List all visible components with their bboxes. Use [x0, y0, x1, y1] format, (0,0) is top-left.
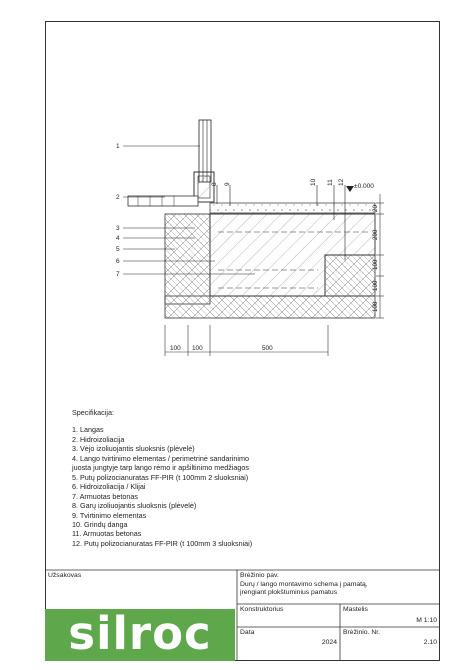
callout-11: 11: [327, 179, 334, 186]
spec-item: 9. Tvirtinimo elementas: [72, 510, 147, 520]
date-value: 2024: [321, 639, 337, 646]
level-mark: ±0.000: [354, 183, 374, 190]
spec-item: 3. Vėjo izoliuojantis sluoksnis (plėvelė): [72, 444, 195, 454]
spec-item: 7. Armuotas betonas: [72, 491, 138, 501]
callout-9: 9: [224, 182, 231, 186]
dim-bottom-2: 100: [192, 345, 203, 352]
spec-title: Specifikacija:: [72, 408, 114, 417]
floor-finish: [210, 203, 375, 214]
dim-right-1: 20: [372, 205, 379, 212]
number-value: 2.10: [423, 639, 437, 646]
callout-3: 3: [116, 225, 120, 232]
spec-item: 4. Lango tvirtinimo elementas / perimetrinė sandarinimo: [72, 453, 249, 463]
scale-value: M 1:10: [416, 617, 437, 624]
spec-item: 11. Armuotas betonas: [72, 529, 142, 539]
scale-label: Mastelis: [343, 606, 368, 613]
spec-item: 8. Garų izoliuojantis sluoksnis (plėvelė): [72, 501, 197, 511]
dim-bottom-3: 500: [262, 345, 273, 352]
dim-right-5: 100: [372, 301, 379, 312]
dim-right-2: 200: [372, 229, 379, 240]
date-label: Data: [240, 629, 255, 636]
drawing-name-line2: įrengiant plokštuminius pamatus: [240, 589, 338, 596]
window-frame: [194, 120, 214, 202]
logo-text: silroc: [68, 607, 212, 660]
spec-item: 10. Grindų danga: [72, 519, 128, 529]
callout-2: 2: [116, 194, 120, 201]
drawing-name-label: Brėžinio pav.: [240, 572, 279, 579]
spec-item: 5. Putų polizocianuratas FF-PIR (t 100mm 2 sluoksniai): [72, 472, 249, 482]
client-label: Užsakovas: [48, 572, 82, 579]
level-arrow-icon: [346, 186, 354, 192]
window-sill: [128, 196, 198, 206]
specification-list: [72, 408, 252, 548]
spec-item: 1. Langas: [72, 425, 104, 435]
callout-10: 10: [310, 178, 317, 186]
dim-right-4: 100: [372, 280, 379, 291]
dimension-bottom: [165, 325, 328, 356]
callout-4: 4: [116, 235, 120, 242]
callout-12: 12: [338, 178, 345, 186]
callout-1: 1: [116, 143, 120, 150]
spec-item: 2. Hidroizoliacija: [72, 434, 125, 444]
drawing-name-line1: Durų / lango montavimo schema į pamatą,: [240, 581, 368, 588]
spec-item: 12. Putų polizocianuratas FF-PIR (t 100mm 3 sluoksniai): [72, 538, 253, 548]
silroc-logo: [45, 609, 235, 661]
dim-bottom-1: 100: [170, 345, 181, 352]
callout-7: 7: [116, 271, 120, 278]
spec-item: juosta jungtyje tarp lango rėmo ir apšiltinimo medžiagos: [72, 463, 249, 473]
callout-5: 5: [116, 246, 120, 253]
designer-label: Konstruktorius: [240, 606, 284, 613]
callout-6: 6: [116, 258, 120, 265]
number-label: Brėžinio. Nr.: [343, 629, 381, 636]
spec-item: 6. Hidroizoliacija / Klijai: [72, 482, 146, 492]
callout-8: 8: [211, 182, 218, 186]
dim-right-3: 100: [372, 259, 379, 270]
